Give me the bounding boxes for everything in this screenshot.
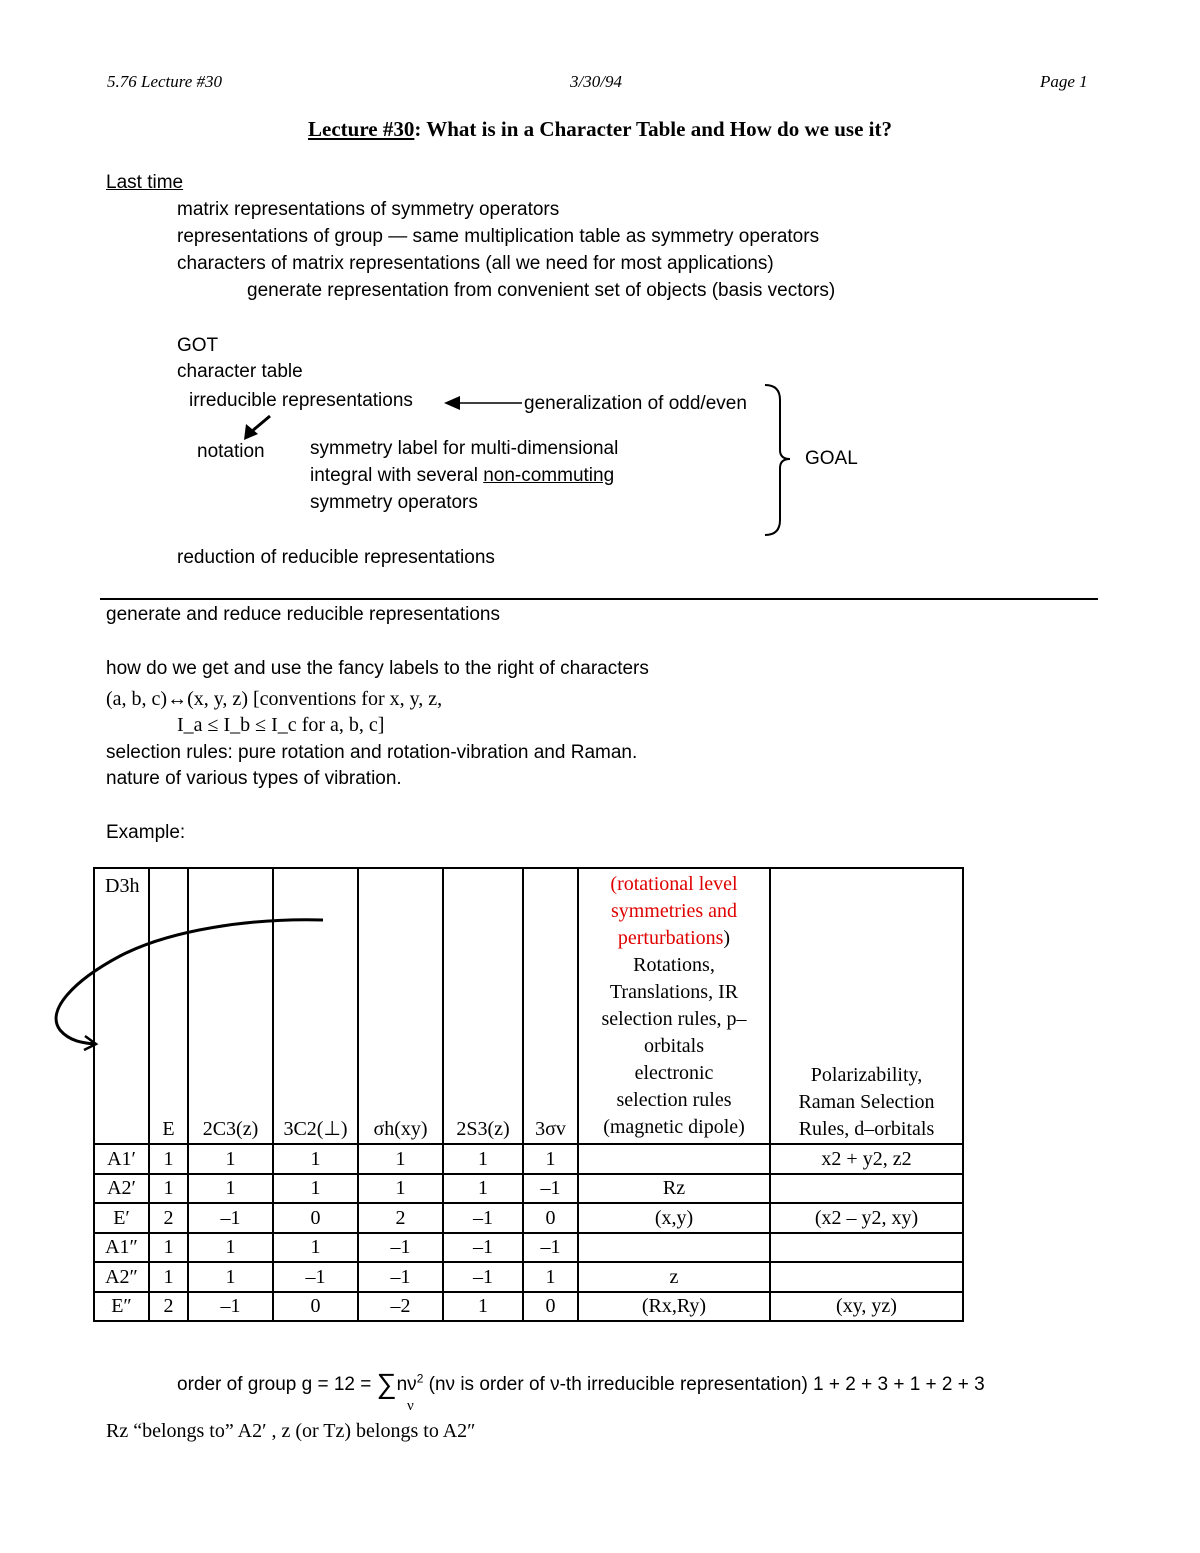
char-cell: 0	[523, 1292, 578, 1322]
col-header-3sigma-v: 3σv	[523, 868, 578, 1144]
rot-cell	[578, 1233, 770, 1263]
non-commuting-text: non-commuting	[483, 465, 615, 486]
char-cell: 1	[149, 1144, 188, 1174]
char-cell: –1	[188, 1203, 273, 1233]
table-row	[94, 1203, 963, 1233]
char-cell: 1	[149, 1233, 188, 1263]
order-explanation: (nν is order of ν-th irreducible representation) 1 + 2 + 3 + 1 + 2 + 3	[428, 1374, 985, 1395]
rot-header-4: orbitals	[644, 1035, 704, 1057]
pol-cell: (xy, yz)	[770, 1292, 963, 1322]
char-cell: –2	[358, 1292, 443, 1322]
order-of-group-line	[177, 1368, 985, 1400]
character-table-label: character table	[177, 361, 303, 382]
rot-header-2: Translations, IR	[609, 981, 739, 1003]
section2-line-6: nature of various types of vibration.	[106, 768, 402, 789]
row-label: A2′	[94, 1174, 149, 1204]
char-cell: –1	[358, 1262, 443, 1292]
char-cell: –1	[443, 1262, 523, 1292]
header-page: Page 1	[1040, 72, 1088, 91]
table-header-row	[94, 868, 963, 1144]
char-cell: 1	[523, 1144, 578, 1174]
inertia-conventions: I_a ≤ I_b ≤ I_c for a, b, c]	[177, 714, 385, 736]
rot-header-3: selection rules, p–	[601, 1008, 747, 1030]
col-header-2c3: 2C3(z)	[188, 868, 273, 1144]
pol-header-3: Rules, d–orbitals	[798, 1118, 935, 1140]
character-table	[93, 867, 964, 1322]
down-left-arrow-icon	[244, 416, 270, 440]
char-cell: 1	[188, 1262, 273, 1292]
char-cell: –1	[523, 1233, 578, 1263]
order-sum-var: nν	[396, 1374, 417, 1395]
group-label: D3h	[105, 875, 140, 897]
section2-line-3: (a, b, c)↔(x, y, z) [conventions for x, y, z,	[106, 688, 443, 710]
char-cell: –1	[443, 1203, 523, 1233]
char-cell: –1	[358, 1233, 443, 1263]
col-header-3c2: 3C2(⊥)	[273, 868, 358, 1144]
col-header-sigma-h: σh(xy)	[358, 868, 443, 1144]
table-row	[94, 1233, 963, 1263]
char-cell: –1	[523, 1174, 578, 1204]
pol-cell	[770, 1262, 963, 1292]
char-cell: 2	[358, 1203, 443, 1233]
char-cell: 1	[443, 1144, 523, 1174]
header-left: 5.76 Lecture #30	[107, 72, 223, 91]
char-cell: 0	[523, 1203, 578, 1233]
symmetry-label-line-2	[310, 465, 614, 487]
pol-cell	[770, 1233, 963, 1263]
col-header-polarizability	[770, 868, 963, 1144]
rot-cell: z	[578, 1262, 770, 1292]
char-cell: 2	[149, 1203, 188, 1233]
notation-label: notation	[197, 441, 265, 462]
order-prefix: order of group g = 12 =	[177, 1374, 377, 1395]
belongs-to-line: Rz “belongs to” A2′ , z (or Tz) belongs to A2″	[106, 1420, 476, 1442]
rot-cell: Rz	[578, 1174, 770, 1204]
pol-header-1: Polarizability,	[810, 1064, 923, 1086]
rot-cell: (x,y)	[578, 1203, 770, 1233]
pol-header-2: Raman Selection	[798, 1091, 935, 1113]
char-cell: 1	[523, 1262, 578, 1292]
section-divider	[100, 598, 1098, 600]
pol-cell: x2 + y2, z2	[770, 1144, 963, 1174]
last-time-line-1: matrix representations of symmetry operators	[177, 199, 560, 220]
row-label: A1′	[94, 1144, 149, 1174]
table-row	[94, 1292, 963, 1322]
char-cell: 0	[273, 1292, 358, 1322]
char-cell: 1	[443, 1292, 523, 1322]
char-cell: 1	[273, 1144, 358, 1174]
char-cell: 2	[149, 1292, 188, 1322]
char-cell: 1	[358, 1174, 443, 1204]
got-heading: GOT	[177, 335, 219, 356]
last-time-line-2: representations of group — same multiplication table as symmetry operators	[177, 226, 820, 247]
char-cell: –1	[443, 1233, 523, 1263]
title-lecture-number: Lecture #30	[308, 117, 415, 141]
char-cell: –1	[273, 1262, 358, 1292]
symmetry-label-text: integral with several	[310, 465, 484, 486]
char-cell: 1	[149, 1174, 188, 1204]
col-header-2s3: 2S3(z)	[443, 868, 523, 1144]
symmetry-label-line-3: symmetry operators	[310, 492, 478, 513]
reduction-label: reduction of reducible representations	[177, 547, 495, 568]
row-label: A1″	[94, 1233, 149, 1263]
goal-label: GOAL	[805, 448, 858, 469]
header-date: 3/30/94	[570, 72, 622, 91]
char-cell: 1	[149, 1262, 188, 1292]
row-label: E″	[94, 1292, 149, 1322]
rot-header-red-3: perturbations	[617, 927, 724, 949]
table-row	[94, 1262, 963, 1292]
symmetry-label-line-1: symmetry label for multi-dimensional	[310, 438, 619, 459]
rot-header-7: (magnetic dipole)	[603, 1116, 745, 1138]
irreducible-label: irreducible representations	[189, 390, 413, 411]
order-sum-exp: 2	[416, 1371, 424, 1386]
rot-header-6: selection rules	[616, 1089, 732, 1111]
section2-line-1: generate and reduce reducible representations	[106, 604, 500, 625]
sum-index: ν	[407, 1398, 414, 1414]
char-cell: 1	[273, 1174, 358, 1204]
row-label: A2″	[94, 1262, 149, 1292]
title-text: : What is in a Character Table and How do we use it?	[414, 117, 892, 141]
char-cell: 1	[188, 1144, 273, 1174]
rot-header-red-2: symmetries and	[610, 900, 738, 922]
page-title	[0, 117, 1200, 142]
char-cell: 1	[188, 1174, 273, 1204]
table-row	[94, 1144, 963, 1174]
sum-symbol: ∑	[376, 1368, 397, 1399]
last-time-line-4: generate representation from convenient set of objects (basis vectors)	[247, 280, 836, 301]
rot-header-red-1: (rotational level	[610, 873, 738, 895]
rot-header-5: electronic	[634, 1062, 714, 1084]
char-cell: 1	[188, 1233, 273, 1263]
example-label: Example:	[106, 822, 186, 843]
col-header-e: E	[149, 868, 188, 1144]
left-arrow-icon	[444, 396, 522, 410]
last-time-line-3: characters of matrix representations (all we need for most applications)	[177, 253, 774, 274]
group-label-cell	[94, 868, 149, 1144]
rot-header-1: Rotations,	[633, 954, 715, 976]
char-cell: 1	[273, 1233, 358, 1263]
char-cell: –1	[188, 1292, 273, 1322]
right-brace-icon	[765, 385, 790, 535]
last-time-heading: Last time	[106, 172, 184, 193]
table-row	[94, 1174, 963, 1204]
section2-line-2: how do we get and use the fancy labels to the right of characters	[106, 658, 649, 679]
generalization-label: generalization of odd/even	[524, 393, 747, 414]
section2-line-4	[177, 714, 384, 737]
char-cell: 1	[358, 1144, 443, 1174]
rot-header-red-3-wrap: perturbations)	[617, 927, 731, 949]
pol-cell	[770, 1174, 963, 1204]
col-header-rotations	[578, 868, 770, 1144]
rot-cell	[578, 1144, 770, 1174]
char-cell: 1	[443, 1174, 523, 1204]
char-cell: 0	[273, 1203, 358, 1233]
row-label: E′	[94, 1203, 149, 1233]
section2-line-5: selection rules: pure rotation and rotation-vibration and Raman.	[106, 742, 638, 763]
rot-cell: (Rx,Ry)	[578, 1292, 770, 1322]
pol-cell: (x2 – y2, xy)	[770, 1203, 963, 1233]
